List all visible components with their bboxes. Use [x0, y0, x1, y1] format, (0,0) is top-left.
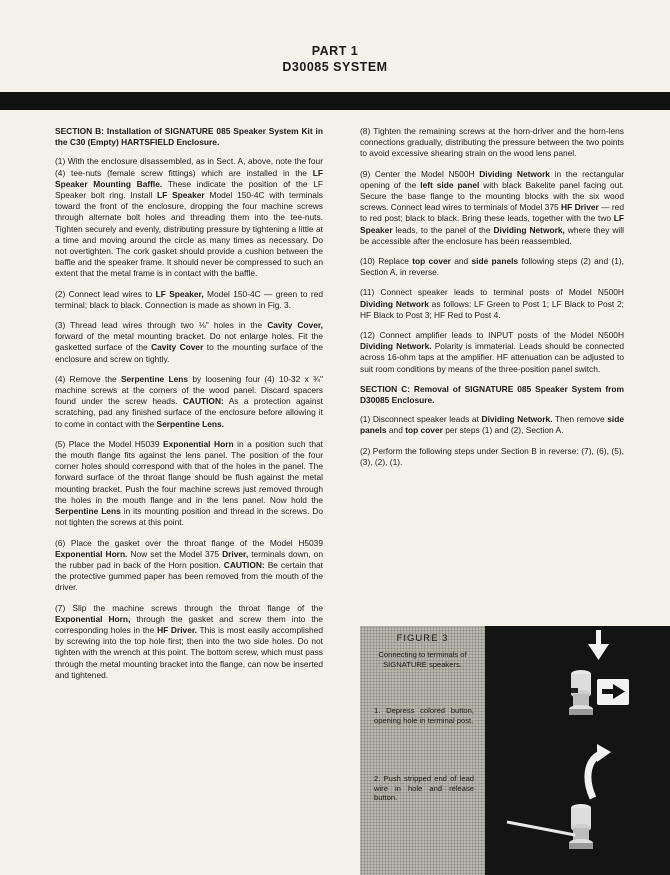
- step-b2: [55, 289, 323, 311]
- text-run: in the rectangular opening of the: [360, 168, 625, 190]
- text-run: with black Bakelite panel facing out. Secure the base flange to the mounting blocks with the six wood screws. Connect lead wires to terminals of Model 375: [360, 179, 624, 213]
- step-b10: [360, 256, 624, 278]
- terminal-post-icon: [569, 670, 593, 715]
- text-run: (6) Place the gasket over the throat flange of the Model H5039: [55, 537, 323, 548]
- bold-term: Dividing Network.: [481, 414, 553, 425]
- text-run: to the mounting surface of the enclosure and screw on tightly.: [55, 342, 324, 364]
- bold-term: left side panel: [420, 179, 480, 190]
- bold-term: Dividing Network: [479, 168, 550, 179]
- text-run: (12) Connect amplifier leads to INPUT posts of the Model N500H: [360, 330, 624, 341]
- step-b1: [55, 156, 323, 279]
- text-run: as follows: LF Green to Post 1; LF Black to Post 2; HF Black to Post 3; HF Red to Post 4.: [360, 298, 624, 320]
- section-b-title: SECTION B: Installation of SIGNATURE 085 Speaker System Kit in the C30 (Empty) HARTSFIELD Enclosure.: [55, 126, 323, 148]
- step-c2: [360, 446, 624, 468]
- terminal-illustration-panel: [485, 626, 670, 875]
- text-run: Now set the Model 375: [127, 548, 223, 559]
- bold-term: Dividing Network: [360, 298, 429, 309]
- figure-caption-panel: [360, 626, 485, 875]
- bold-term: CAUTION:: [223, 559, 265, 570]
- figure-step-2: 2. Push stripped end of lead wire in hole and release button.: [374, 774, 474, 803]
- text-run: where they will be accessible after the enclosure has been reassembled.: [360, 224, 624, 246]
- figure-title: FIGURE 3: [396, 633, 449, 644]
- step-b12: [360, 330, 624, 375]
- text-run: — red to red post; black to black. Bring these leads, together with the two: [360, 202, 625, 224]
- step-b6: [55, 538, 323, 594]
- bold-term: Cavity Cover: [151, 342, 204, 353]
- bold-term: Dividing Network.: [360, 341, 432, 352]
- figure-subtitle: Connecting to terminals of SIGNATURE speakers.: [378, 650, 467, 669]
- bold-term: Cavity Cover,: [267, 320, 323, 331]
- text-run: (9) Center the Model N500H: [360, 168, 480, 179]
- bold-term: Driver,: [222, 548, 249, 559]
- bold-term: LF Speaker: [360, 213, 624, 235]
- bold-term: Exponential Horn,: [55, 613, 131, 624]
- text-run: and: [386, 425, 406, 436]
- bold-term: Exponential Horn.: [55, 548, 128, 559]
- bold-term: Exponential Horn: [163, 438, 234, 449]
- text-run: (7) Slip the machine screws through the throat flange of the: [55, 602, 323, 613]
- text-run: in a position such that the mouth flange fits against the lens panel. The position of the four corner holes should correspond with that of the holes in the panel. The forward surface of the throat flange should be flush against the metal mounting bracket. Push the four machine screws just removed through the holes in the mouth flange and in the lens panel. Now hold the: [55, 438, 323, 505]
- part-heading: PART 1: [311, 44, 359, 58]
- step-b9: [360, 169, 624, 247]
- terminal-post-with-wire-icon: [507, 804, 593, 849]
- text-run: Then remove: [552, 414, 608, 425]
- text-run: (10) Replace: [360, 256, 413, 267]
- bold-term: HF Driver.: [157, 624, 197, 635]
- figure-step-1: 1. Depress colored button, opening hole in terminal post.: [374, 706, 474, 725]
- text-run: This is most easily accomplished by screwing into the top hole first; then into the two side holes. Do not tighten with the wrench at this point. The bottom screw, which must pass through the metal mounting bracket into the flange, can now be inserted and tightened.: [55, 624, 323, 680]
- text-run: (2) Connect lead wires to: [55, 288, 156, 299]
- bold-term: HF Driver: [561, 202, 599, 213]
- right-column: [360, 126, 624, 477]
- text-run: by loosening four (4) 10-32 x ¾" machine screws at the corners of the wood panel. Discard spacers found under the screw heads.: [55, 373, 324, 407]
- bold-term: LF Speaker Mounting Baffle.: [55, 167, 323, 189]
- step-b8: [360, 126, 624, 160]
- text-run: per steps (1) and (2), Section A.: [442, 425, 564, 436]
- bold-term: Serpentine Lens: [55, 506, 121, 517]
- bold-term: side panels: [471, 256, 519, 267]
- text-run: terminals down, on the rubber pad in back of the Horn position.: [55, 548, 323, 570]
- text-run: (3) Thread lead wires through two ⅛" holes in the: [55, 320, 268, 331]
- curved-up-arrow-icon: [588, 744, 611, 798]
- bold-term: top cover: [405, 425, 443, 436]
- text-run: (4) Remove the: [55, 373, 121, 384]
- text-run: (8) Tighten the remaining screws at the horn-driver and the horn-lens connections gradually, distributing the pressure between the two points to avoid excessive shearing strain on the wood lens panel.: [360, 126, 624, 159]
- text-run: through the gasket and screw them into the corresponding holes in the: [55, 613, 323, 635]
- text-run: These indicate the position of the LF Speaker bolt ring. Install: [55, 178, 323, 201]
- text-run: (2) Perform the following steps under Section B in reverse: (7), (6), (5), (3), (2), (1).: [360, 445, 624, 467]
- bold-term: Serpentine Lens.: [156, 418, 224, 429]
- bold-term: CAUTION:: [182, 396, 224, 407]
- text-run: leads, to the panel of the: [392, 224, 494, 235]
- text-run: forward of the metal mounting bracket. Do not enlarge holes. Fit the gasketted surface of the: [55, 331, 323, 353]
- text-run: Model 150-4C with terminals toward the front of the enclosure, dropping the four machine screws through alternate bolt holes and threading them into the tee-nuts. Tighten securely and evenly, distributing pressure by tightening a little at a time and moving around the circle as many times as necessary. Do not overtighten. The cork gasket should provide a cushion between the baffle and the speaker frame. It should never be compressed to such an extent that the metal frame is in contact with the baffle.: [55, 190, 323, 279]
- bold-term: LF Speaker,: [155, 288, 204, 299]
- text-run: As a protection against scratching, pad any finished surface of the enclosure before allowing it to come in contact with the: [55, 396, 323, 429]
- bold-term: side panels: [360, 414, 624, 436]
- header-divider-bar: [0, 92, 670, 110]
- text-run: (1) Disconnect speaker leads at: [360, 414, 482, 425]
- step-b11: [360, 287, 624, 321]
- text-run: (1) With the enclosure disassembled, as in Sect. A, above, note the four (4) tee-nuts (female screw fittings) which are installed in the: [55, 156, 323, 178]
- step-b3: [55, 320, 323, 365]
- figure-3: [360, 626, 670, 875]
- step-c1: [360, 414, 624, 436]
- text-run: Polarity is immaterial. Leads should be connected across 16-ohm taps at the amplifier. HF attenuation can be adjusted to suit room conditions by means of the three-position panel switch.: [360, 341, 624, 374]
- text-run: (5) Place the Model H5039: [55, 438, 164, 449]
- text-run: (11) Connect speaker leads to terminal posts of Model N500H: [360, 287, 624, 298]
- down-arrow-icon: [588, 630, 609, 660]
- text-run: Be certain that the protective gummed paper has been removed from the mouth of the driver.: [55, 559, 323, 593]
- step-b5: [55, 439, 323, 529]
- text-run: and: [450, 256, 472, 267]
- bold-term: Serpentine Lens: [120, 373, 189, 384]
- right-arrow-icon: [597, 679, 629, 705]
- bold-term: top cover: [412, 256, 451, 267]
- text-run: in its mounting position and thread in the screws. Do not tighten the screws at this point.: [55, 506, 324, 528]
- step-b7: [55, 603, 323, 681]
- left-column: [55, 126, 323, 690]
- terminal-illustration: [485, 626, 670, 875]
- bold-term: LF Speaker: [157, 190, 205, 201]
- system-heading: D30085 SYSTEM: [282, 60, 388, 74]
- section-c-title: SECTION C: Removal of SIGNATURE 085 Speaker System from D30085 Enclosure.: [360, 383, 624, 406]
- text-run: following steps (2) and (1), Section A, in reverse.: [360, 256, 624, 278]
- text-run: Model 150-4C — green to red terminal; black to black. Connection is made as shown in Fig. 3.: [55, 288, 324, 310]
- step-b4: [55, 374, 323, 430]
- bold-term: Dividing Network,: [493, 224, 565, 235]
